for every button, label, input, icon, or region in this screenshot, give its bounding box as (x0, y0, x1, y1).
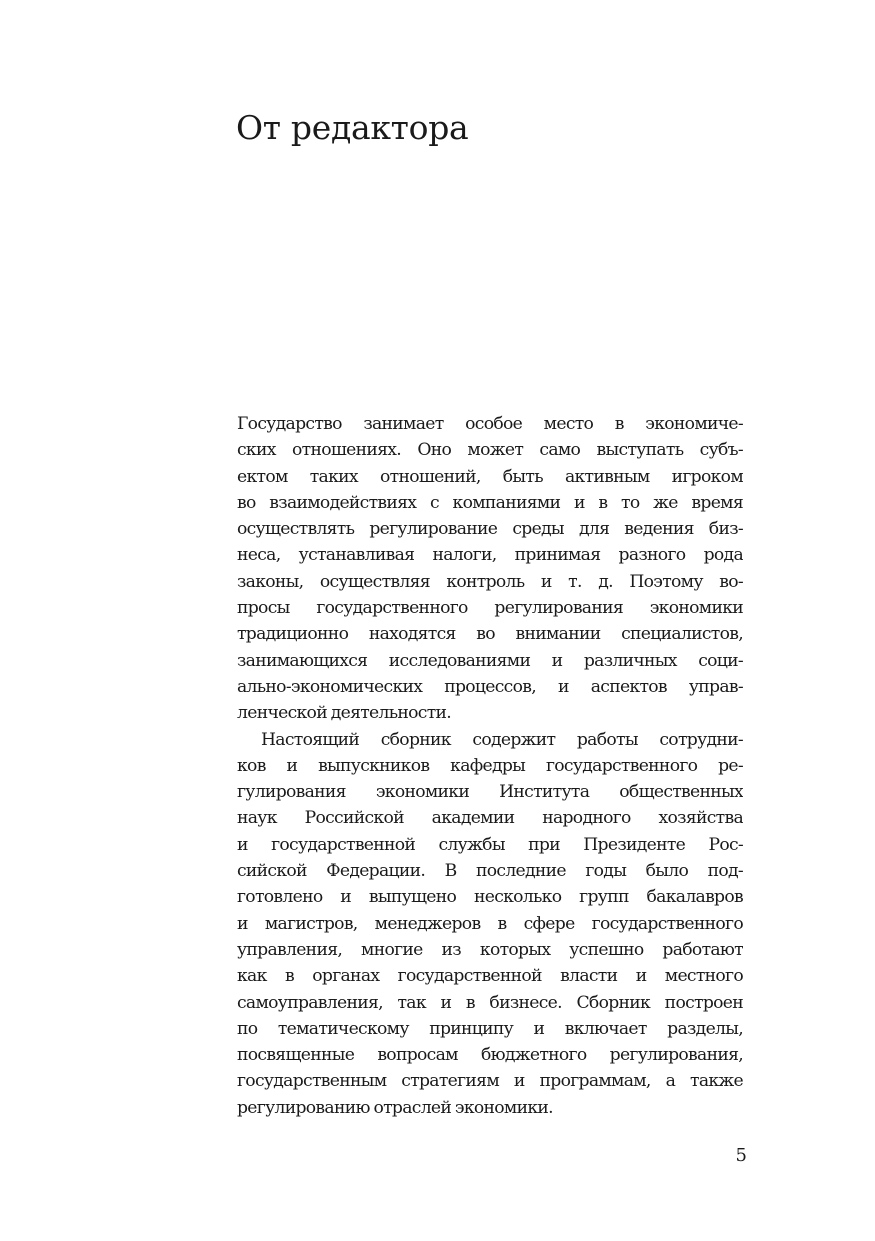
text-line: ленческой деятельности. (237, 703, 452, 724)
text-line: регулированию отраслей экономики. (237, 1097, 553, 1118)
text-line: наук Российской академии народного хозяйства (237, 808, 743, 829)
text-line: готовлено и выпущено несколько групп бакалавров (237, 887, 743, 908)
text-line: Государство занимает особое место в экономиче- (237, 414, 743, 434)
text-line: традиционно находятся во внимании специалистов, (237, 624, 743, 645)
text-line: ально-экономических процессов, и аспектов управ- (237, 676, 743, 697)
text-line: законы, осуществляя контроль и т. д. Поэтому во- (237, 571, 743, 592)
text-line: неса, устанавливая налоги, принимая разного рода (237, 545, 743, 566)
body-text (237, 411, 743, 1121)
text-line: просы государственного регулирования экономики (237, 598, 743, 619)
text-line: ских отношениях. Оно может само выступать субъ- (237, 440, 743, 461)
text-line: во взаимодействиях с компаниями и в то же время (237, 492, 743, 513)
text-line: ектом таких отношений, быть активным игроком (237, 466, 743, 487)
text-line: и магистров, менеджеров в сфере государственного (237, 913, 743, 934)
chapter-title: От редактора (236, 108, 469, 147)
text-line: по тематическому принципу и включает разделы, (237, 1018, 743, 1039)
text-line: осуществлять регулирование среды для ведения биз- (237, 519, 743, 540)
text-line: гулирования экономики Института общественных (237, 782, 743, 803)
text-line: посвященные вопросам бюджетного регулирования, (237, 1045, 743, 1066)
text-line: самоуправления, так и в бизнесе. Сборник построен (237, 992, 743, 1013)
text-line: занимающихся исследованиями и различных соци- (237, 650, 743, 671)
text-line: Настоящий сборник содержит работы сотрудни- (261, 729, 743, 750)
text-line: ков и выпускников кафедры государственного ре- (237, 755, 743, 776)
text-line: государственным стратегиям и программам, а также (237, 1071, 743, 1092)
page-number: 5 (735, 1145, 747, 1166)
text-line: и государственной службы при Президенте Рос- (237, 834, 743, 855)
text-line: управления, многие из которых успешно работают (237, 939, 743, 960)
text-line: как в органах государственной власти и местного (237, 966, 743, 987)
text-line: сийской Федерации. В последние годы было под- (237, 861, 743, 882)
